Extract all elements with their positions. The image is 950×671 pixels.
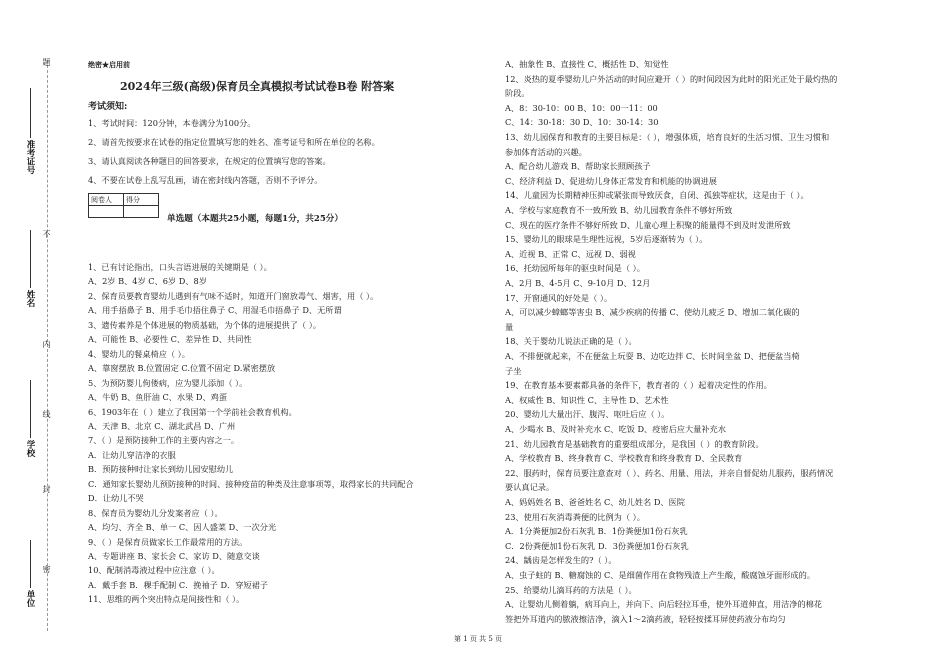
seal-mark: 不 <box>42 230 51 238</box>
question-line: 11、思维的两个突出特点是间接性和（ ）。 <box>88 594 245 605</box>
question-line: 8、保育员为婴幼儿分发案者应（ ）。 <box>88 507 223 518</box>
score-header: 得分 <box>124 194 159 206</box>
question-line: 25、给婴幼儿滴耳药的方法是（ ）。 <box>505 584 637 595</box>
score-cell[interactable] <box>124 206 159 218</box>
grader-cell[interactable] <box>89 206 124 218</box>
question-line: C、经济利益 D、促进幼儿身体正常发育和机能的协调进展 <box>505 175 717 186</box>
question-line: A、用手捂鼻子 B、用手毛巾捂住鼻子 C、用湿毛巾捂鼻子 D、无所谓 <box>88 305 342 316</box>
question-line: B．预防接种时让家长到幼儿园安慰幼儿 <box>88 464 234 475</box>
question-line: A、牛奶 B、鱼肝油 C、水果 D、鸡蛋 <box>88 392 228 403</box>
question-line: C、现在的医疗条件不够好所致 D、儿童心理上积聚的能量得不到及时发泄所致 <box>505 219 791 230</box>
question-line: 23、使用石灰消毒粪便的比例为（ ）。 <box>505 511 645 522</box>
question-line: A、权威性 B、知识性 C、主导性 D、艺术性 <box>505 394 669 405</box>
seal-mark: 内 <box>42 340 51 348</box>
question-line: A、抽象性 B、直接性 C、概括性 D、知觉性 <box>505 59 669 69</box>
exam-number-label: 准考证号 <box>25 140 35 174</box>
seal-mark: 线 <box>42 410 51 418</box>
question-line: 参加体育活动的兴趣。 <box>505 146 587 157</box>
seal-mark: 密 <box>42 565 51 573</box>
notice-item: 2、请首先按要求在试卷的指定位置填写您的姓名、准考证号和所在单位的名称。 <box>88 137 380 147</box>
grader-header: 阅卷人 <box>89 194 124 206</box>
confidential-mark: 绝密★启用前 <box>88 60 130 69</box>
score-table <box>88 193 159 218</box>
notice-item: 1、考试时间：120分钟，本卷满分为100分。 <box>88 118 256 128</box>
question-line: A、专题讲座 B、家长会 C、家访 D、随意交谈 <box>88 551 260 561</box>
notice-heading: 考试须知: <box>88 102 128 112</box>
question-line: 20、婴幼儿大量出汗、腹泻、呕吐后应（ ）。 <box>505 409 670 420</box>
question-line: 9、（ ）是保育员做家长工作最常用的方法。 <box>88 536 248 547</box>
question-line: 16、托幼园所每年的驱虫时间是（ ）。 <box>505 263 645 274</box>
question-line: A、配合幼儿游戏 B、帮助家长照顾孩子 <box>505 161 651 172</box>
section-title: 单选题（本题共25小题，每题1分，共25分） <box>167 214 343 224</box>
exam-number-underline <box>30 88 31 138</box>
question-line: D．让幼儿不哭 <box>88 493 144 504</box>
question-line: 13、幼儿园保育和教育的主要目标是：（ ），增强体质，培育良好的生活习惯、卫生习惯和 <box>505 132 830 142</box>
seal-mark: 封 <box>42 485 51 493</box>
question-line: A、可能性 B、必要性 C、差异性 D、共同性 <box>88 334 252 345</box>
question-line: 6、1903年在（ ）建立了我国第一个学前社会教育机构。 <box>88 406 297 417</box>
name-underline <box>30 230 31 288</box>
question-line: A、不排便就起来，不在便盆上玩耍 B、边吃边拌 C、长时间坐盆 D、把便盆当椅 <box>505 351 800 361</box>
question-line: A．戴手套 B．稞手配制 C．挽袖子 D．穿短裙子 <box>88 579 268 590</box>
question-line: 21、幼儿园教育是基础教育的重要组成部分，是我国（ ）的教育阶段。 <box>505 438 764 449</box>
question-line: A、2月 B、4-5月 C、9-10月 D、12月 <box>505 278 651 288</box>
question-line: 14、儿童因为长期精神压抑或紧张而导致厌食，自闭、孤独等症状，这是由于（ ）。 <box>505 190 809 201</box>
question-line: A、学校与家庭教育不一致所致 B、幼儿园教育条件不够好所致 <box>505 205 733 215</box>
question-line: 19、在教育基本要素都具备的条件下，教育者的（ ）起着决定性的作用。 <box>505 380 772 391</box>
question-line: 4、婴幼儿的餐桌椅应（ ）。 <box>88 348 190 359</box>
question-line: 10、配制消毒液过程中应注意（ ）。 <box>88 565 220 576</box>
question-line: A、2岁 B、4岁 C、6岁 D、8岁 <box>88 276 207 287</box>
name-label: 姓名 <box>25 290 35 307</box>
page-title: 2024年三级(高级)保育员全真模拟考试试卷B卷 附答案 <box>120 80 395 93</box>
question-line: C．通知家长婴幼儿预防接种的时间、接种疫苗的种类及注意事项等，取得家长的共同配合 <box>88 478 414 489</box>
question-line: C．2份粪便加1份石灰乳 D．3份粪便加1份石灰乳 <box>505 540 689 551</box>
question-line: 24、龋齿是怎样发生的?（ ）。 <box>505 555 617 566</box>
question-line: 2、保育员要教育婴幼儿遇到有气味不适时，知道开门窗放毒气、烟害，用（ ）。 <box>88 290 379 301</box>
question-line: 量 <box>505 321 514 332</box>
question-line: 3、遗传素养是个体进展的物质基础，为个体的进展提供了（ ）。 <box>88 319 321 330</box>
question-line: A、可以减少蟑螂等害虫 B、减少疾病的传播 C、使幼儿疲乏 D、增加二氧化碳的 <box>505 307 800 318</box>
question-line: A、靠窗摆放 B.位置固定 C.位置不固定 D.紧密摆放 <box>88 363 276 374</box>
school-underline <box>30 380 31 438</box>
unit-underline <box>30 540 31 588</box>
question-line: A、妈妈姓名 B、爸爸姓名 C、幼儿姓名 D、医院 <box>505 497 685 507</box>
question-line: A、近视 B、正常 C、远视 D、弱视 <box>505 248 636 259</box>
question-line: A．让幼儿穿洁净的衣服 <box>88 449 176 460</box>
question-line: 要认真记录。 <box>505 482 555 493</box>
question-line: 7、（ ）是预防接种工作的主要内容之一。 <box>88 435 240 446</box>
question-line: A、天津 B、北京 C、湖北武昌 D、广州 <box>88 420 236 431</box>
question-line: A、让婴幼儿侧着躺，病耳向上，并向下、向后轻拉耳垂，使外耳道伸直，用洁净的棉花 <box>505 599 823 610</box>
school-label: 学校 <box>25 440 35 457</box>
seal-mark: 题 <box>42 58 51 66</box>
page-number: 第 1 页 共 5 页 <box>454 635 503 643</box>
notice-item: 4、不要在试卷上乱写乱画，请在密封线内答题，否则不予评分。 <box>88 175 323 185</box>
question-line: C、14：30-18：30 D、10：30-14：30 <box>505 117 659 128</box>
question-line: 5、为预防婴儿佝偻病，应为婴儿添加（ ）。 <box>88 377 248 388</box>
question-line: 17、开窗通风的好处是（ ）。 <box>505 292 613 303</box>
question-line: A、学校教育 B、终身教育 C、学校教育和终身教育 D、全民教育 <box>505 453 743 464</box>
question-line: A、8：30-10：00 B、10：00一11：00 <box>505 102 658 113</box>
question-line: 12、炎热的夏季婴幼儿户外活动的时间应避开（ ）的时间段因为此时的阳光正处于最灼热的 <box>505 73 838 84</box>
question-line: A、虫子蛀的 B、糖腐蚀的 C、是细菌作用在食物残渣上产生酸，酸腐蚀牙面形成的。 <box>505 570 815 580</box>
question-line: 22、服药时，保育员要注意查对（ ）、药名、用量、用法，并亲自督促幼儿服药，服药情况 <box>505 467 834 478</box>
question-line: 18、关于婴幼儿说法正确的是（ ）。 <box>505 336 637 347</box>
question-line: 1、已有讨论指出，口头言语进展的关键期是（ ）。 <box>88 262 272 272</box>
question-line: A．1分粪便加2份石灰乳 B．1份粪便加1份石灰乳 <box>505 526 688 537</box>
question-line: 阶段。 <box>505 88 530 99</box>
question-line: 子坐 <box>505 365 522 376</box>
question-line: A、均匀、齐全 B、单一 C、因人盛菜 D、一次分光 <box>88 522 277 533</box>
notice-item: 3、请认真阅读各种题目的回答要求，在规定的位置填写您的答案。 <box>88 156 331 166</box>
question-line: 15、婴幼儿的眼球是生理性远视，5岁后逐渐转为（ ）。 <box>505 234 708 245</box>
unit-label: 单位 <box>25 590 35 607</box>
question-line: 签把外耳道内的脓液擦洁净，滴入1～2滴药液，轻轻按揉耳屏使药液分布均匀 <box>505 613 786 624</box>
question-line: A、少喝水 B、及时补充水 C、吃饭 D、疫密后应大量补充水 <box>505 424 726 434</box>
